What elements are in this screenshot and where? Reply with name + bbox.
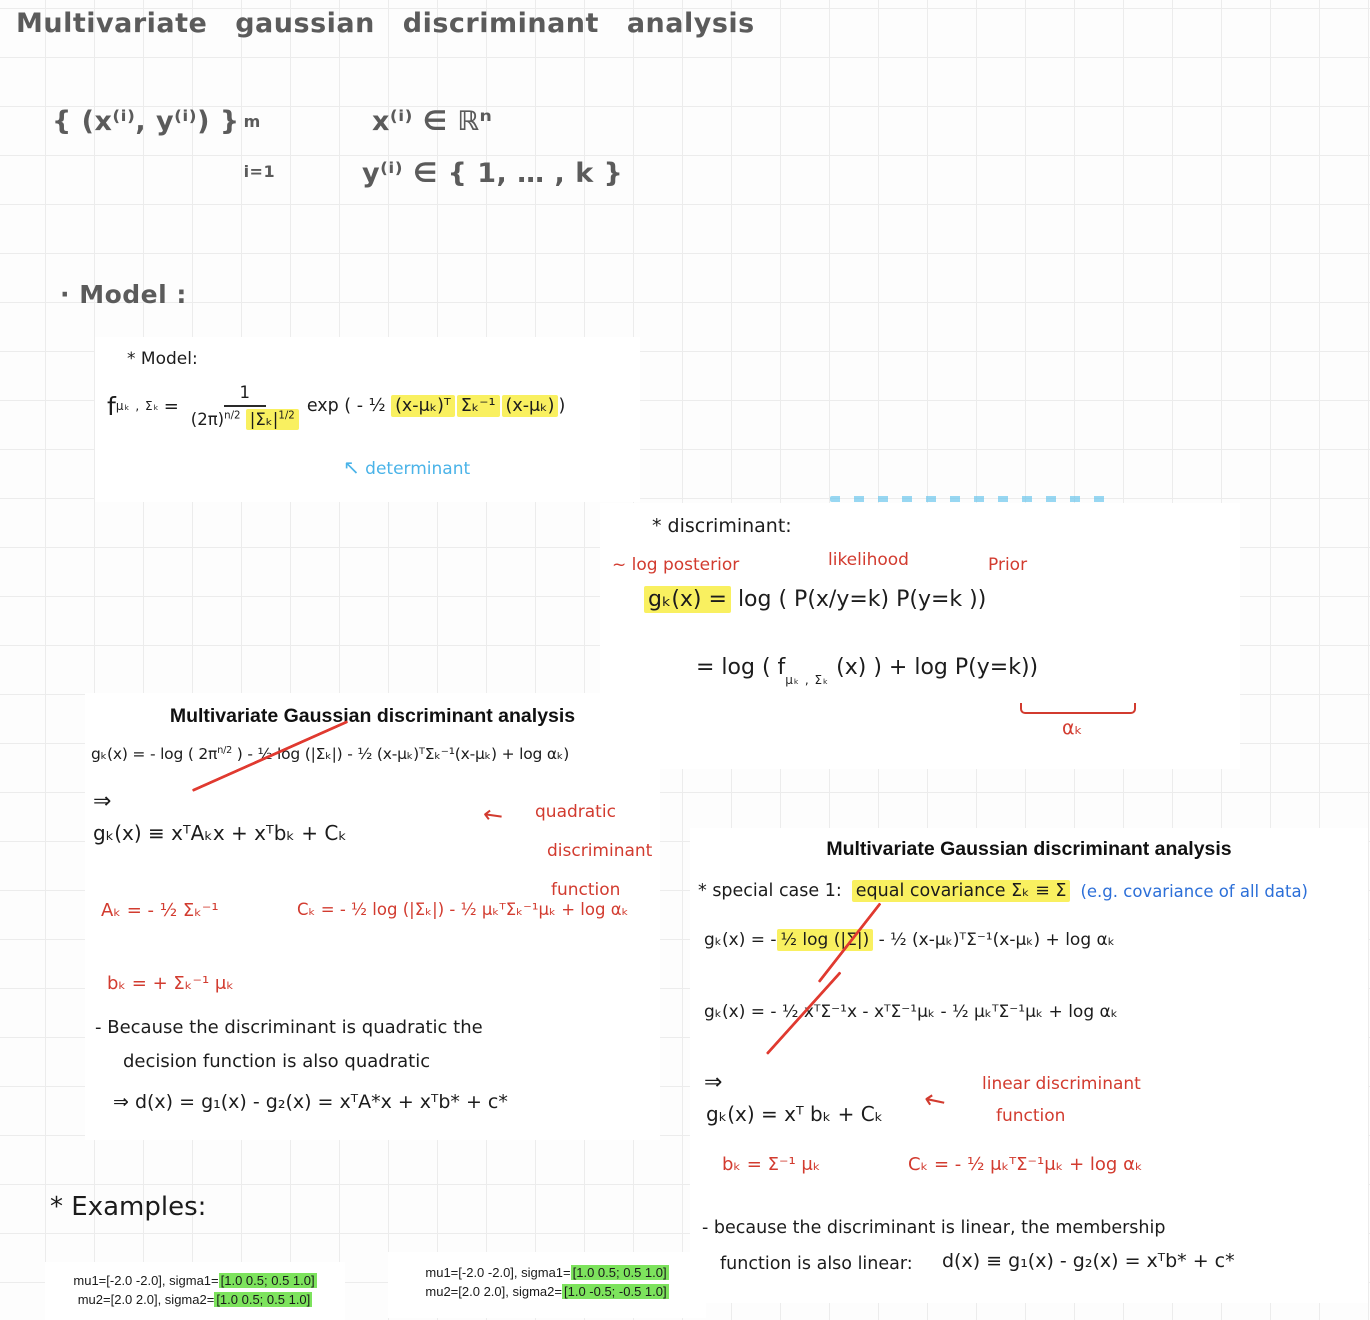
- covariance-note-blue: (e.g. covariance of all data): [1080, 881, 1308, 901]
- linear-form-eq: gₖ(x) = xᵀ bₖ + Cₖ: [706, 1102, 884, 1126]
- mahalanobis-left-highlighted: (x-μₖ)ᵀ: [391, 395, 455, 417]
- model-heading: · Model :: [60, 280, 187, 309]
- f-symbol: f: [107, 391, 116, 421]
- determinant-term-highlighted: [246, 409, 299, 430]
- linear-def-C-k: Cₖ = - ½ μₖᵀΣ⁻¹μₖ + log αₖ: [908, 1154, 1143, 1175]
- because-quadratic-line1: - Because the discriminant is quadratic the: [95, 1017, 483, 1038]
- exp-suffix: ): [558, 396, 566, 416]
- membership-function-eq: d(x) ≡ g₁(x) - g₂(x) = xᵀb* + c*: [942, 1250, 1235, 1272]
- exp-prefix: exp ( - ½: [306, 396, 392, 416]
- discriminant-slide: [600, 503, 1240, 769]
- quadratic-slide: [85, 693, 660, 1140]
- determinant-annotation-label: determinant: [365, 459, 471, 479]
- prior-annotation: Prior: [988, 555, 1028, 575]
- linear-eq1-rest: - ½ (x-μₖ)ᵀΣ⁻¹(x-μₖ) + log αₖ: [873, 930, 1115, 950]
- def-C-k: Cₖ = - ½ log (|Σₖ|) - ½ μₖᵀΣₖ⁻¹μₖ + log αₖ: [297, 900, 629, 919]
- linear-note-line-2: function: [996, 1106, 1066, 1127]
- ex1-mu1-sigma1: mu1=[-2.0 -2.0], sigma1=: [73, 1273, 219, 1288]
- log-posterior-annotation: ~ log posterior: [612, 555, 740, 575]
- model-slide: [95, 337, 640, 502]
- determinant-exponent: 1/2: [278, 410, 295, 422]
- g-of-x-highlighted: gₖ(x) =: [644, 586, 731, 613]
- line2-prior-term: P(y=k: [954, 655, 1021, 680]
- dataset-y-domain: y⁽ⁱ⁾ ∈ { 1, … , k }: [362, 158, 624, 189]
- den-base: (2π): [190, 410, 225, 429]
- model-slide-label: * Model:: [127, 349, 198, 369]
- exp-term: [307, 396, 565, 416]
- linear-slide: [690, 828, 1368, 1303]
- because-quadratic-line2: decision function is also quadratic: [123, 1051, 431, 1072]
- discriminant-label: * discriminant:: [652, 515, 792, 537]
- def-b-k: bₖ = + Σₖ⁻¹ μₖ: [107, 973, 235, 994]
- den-base-exponent: n/2: [224, 410, 241, 422]
- ex1-mu2-sigma2: mu2=[2.0 2.0], sigma2=: [77, 1291, 215, 1307]
- example-1-text: [45, 1272, 345, 1310]
- ex1-sigma1-highlighted: [1.0 0.5; 0.5 1.0]: [220, 1273, 315, 1288]
- note-line-1: quadratic: [535, 802, 616, 822]
- linear-note-line-1: linear discriminant: [982, 1074, 1141, 1094]
- page-title: Multivariate gaussian discriminant analysis: [16, 8, 755, 39]
- ex2-sigma1-highlighted: [1.0 0.5; 0.5 1.0]: [572, 1265, 667, 1280]
- discriminant-eq-line2: [696, 655, 1038, 687]
- fraction-denominator: [191, 407, 299, 429]
- linear-eq1: [704, 930, 1115, 950]
- likelihood-annotation: likelihood: [828, 550, 909, 570]
- decision-function-eq: ⇒ d(x) = g₁(x) - g₂(x) = xᵀA*x + xᵀb* + c*: [113, 1091, 508, 1113]
- ex2-mu1-sigma1: mu1=[-2.0 -2.0], sigma1=: [425, 1265, 571, 1280]
- set-subscript: i=1: [243, 162, 276, 181]
- left-arrow-icon: ←: [481, 799, 505, 831]
- linear-slide-title: Multivariate Gaussian discriminant analysis: [826, 838, 1232, 860]
- quadratic-eq-full: [91, 745, 569, 763]
- quadratic-function-note: [535, 793, 652, 910]
- set-body: { (x⁽ⁱ⁾, y⁽ⁱ⁾) }: [52, 106, 240, 137]
- implies-arrow-linear: ⇒: [704, 1070, 723, 1095]
- quadratic-slide-title: Multivariate Gaussian discriminant analysis: [169, 705, 576, 727]
- eq1-exponent: n/2: [217, 745, 233, 756]
- left-arrow-icon-linear: ←: [921, 1084, 949, 1118]
- dataset-x-domain: x⁽ⁱ⁾ ∈ ℝⁿ: [372, 106, 493, 137]
- cropped-screenshot-edge: [830, 496, 1112, 502]
- fraction-numerator: 1: [224, 383, 267, 407]
- determinant-term: |Σₖ|: [249, 410, 279, 429]
- alpha-k-label: αₖ: [1062, 717, 1083, 739]
- eq1-prefix: gₖ(x) = - log ( 2π: [91, 745, 218, 764]
- prior-underbrace: [1020, 703, 1136, 714]
- eq1-rest: ) - ½ log (|Σₖ|) - ½ (x-μₖ)ᵀΣₖ⁻¹(x-μₖ) + log αₖ): [232, 745, 570, 764]
- line2-suffix: )): [1020, 655, 1039, 680]
- example-2-line-1: [388, 1264, 706, 1283]
- linear-def-b-k: bₖ = Σ⁻¹ μₖ: [722, 1154, 821, 1175]
- inverse-covariance-highlighted: Σₖ⁻¹: [457, 395, 500, 417]
- note-line-3: function: [551, 880, 621, 901]
- f-subscript: μₖ , Σₖ: [115, 399, 160, 413]
- ex1-sigma2-highlighted: [1.0 0.5; 0.5 1.0]: [216, 1291, 311, 1307]
- special-case-line: [698, 880, 1308, 902]
- def-A-k: Aₖ = - ½ Σₖ⁻¹: [101, 900, 219, 921]
- linear-eq2: gₖ(x) = - ½ xᵀΣ⁻¹x - xᵀΣ⁻¹μₖ - ½ μₖᵀΣ⁻¹μₖ + log αₖ: [704, 1002, 1118, 1022]
- quadratic-form-eq: gₖ(x) ≡ xᵀAₖx + xᵀbₖ + Cₖ: [93, 821, 347, 845]
- example-2-params: [388, 1252, 706, 1318]
- up-left-arrow-icon: ↖: [343, 455, 360, 479]
- special-case-label: * special case 1:: [698, 881, 842, 901]
- dataset-set-notation: [52, 106, 276, 181]
- posterior-expression: log ( P(x/y=k) P(y=k )): [730, 587, 987, 612]
- discriminant-eq-line1: [644, 587, 986, 612]
- example-1-params: [45, 1262, 345, 1320]
- example-2-line-2: [388, 1283, 706, 1302]
- set-limits: [244, 114, 276, 180]
- line2-prefix: = log ( f: [696, 655, 786, 680]
- line2-f-subscript: μₖ , Σₖ: [785, 673, 830, 687]
- mahalanobis-right-highlighted: (x-μₖ): [502, 395, 559, 417]
- line2-middle: (x) ) + log: [829, 655, 955, 680]
- because-linear-line1: - because the discriminant is linear, the membership: [702, 1218, 1166, 1238]
- example-1-line-2: [45, 1291, 345, 1310]
- log-det-highlighted: ½ log (|Σ|): [777, 929, 874, 951]
- linear-eq1-lhs: gₖ(x) = -: [704, 930, 777, 950]
- gaussian-density-formula: [107, 383, 565, 429]
- equal-covariance-highlighted: equal covariance Σₖ ≡ Σ: [852, 880, 1071, 902]
- normalization-fraction: [191, 383, 299, 429]
- example-1-line-1: [45, 1272, 345, 1291]
- because-linear-line2: function is also linear:: [720, 1254, 913, 1274]
- ex2-sigma2-highlighted: [1.0 -0.5; -0.5 1.0]: [563, 1283, 667, 1299]
- implies-arrow: ⇒: [93, 789, 112, 814]
- set-superscript: m: [243, 112, 261, 131]
- examples-heading: * Examples:: [50, 1192, 207, 1222]
- note-line-2: discriminant: [547, 841, 653, 862]
- linear-function-note: [982, 1068, 1141, 1133]
- ex2-mu2-sigma2: mu2=[2.0 2.0], sigma2=: [425, 1283, 562, 1299]
- example-2-text: [388, 1264, 706, 1302]
- equals-sign: =: [163, 395, 179, 417]
- determinant-annotation: [343, 455, 470, 479]
